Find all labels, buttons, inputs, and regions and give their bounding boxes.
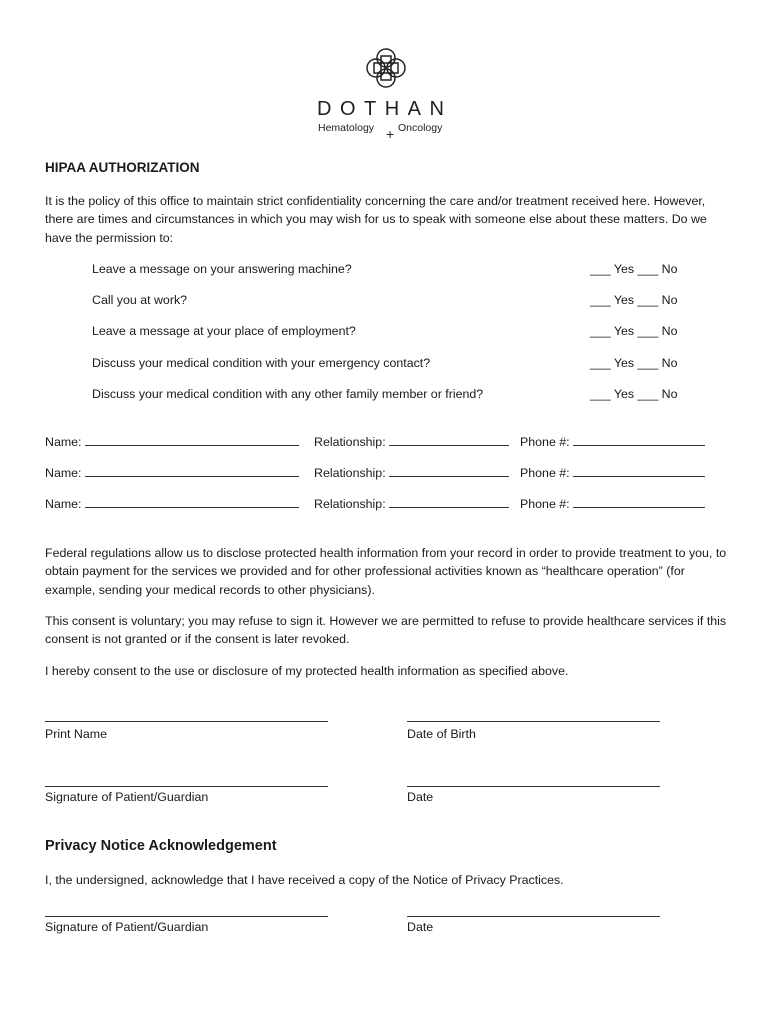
- relationship-field[interactable]: [389, 434, 509, 446]
- relationship-field[interactable]: [389, 465, 509, 477]
- print-name-label: Print Name: [45, 727, 107, 741]
- name-field[interactable]: [85, 434, 299, 446]
- privacy-date-label: Date: [407, 920, 434, 934]
- print-name-line[interactable]: [45, 721, 328, 722]
- hereby-paragraph: I hereby consent to the use or disclosure of my protected health information as specified above.: [45, 664, 569, 678]
- name-field[interactable]: [85, 465, 299, 477]
- relationship-label: Relationship:: [314, 466, 386, 480]
- date-label: Date: [407, 790, 434, 804]
- contact-row: [45, 433, 299, 451]
- privacy-paragraph: I, the undersigned, acknowledge that I have received a copy of the Notice of Privacy Practices.: [45, 873, 564, 887]
- phone-group: [520, 495, 705, 513]
- phone-field[interactable]: [573, 434, 705, 446]
- intro-paragraph: It is the policy of this office to maintain strict confidentiality concerning the care and/or treatment received here. However, there are times and circumstances in which you may wish for us to speak with someone else about these matters. Do we have the permission to:: [45, 194, 707, 245]
- relationship-label: Relationship:: [314, 435, 386, 449]
- phone-group: [520, 433, 705, 451]
- brand-sub-left: Hematology: [318, 122, 375, 134]
- relationship-label: Relationship:: [314, 497, 386, 511]
- question-answering-machine: Leave a message on your answering machine?: [92, 262, 352, 276]
- name-label: Name:: [45, 435, 82, 449]
- phone-label: Phone #:: [520, 497, 570, 511]
- brand-sub-right: Oncology: [398, 122, 443, 134]
- name-label: Name:: [45, 466, 82, 480]
- date-of-birth-label: Date of Birth: [407, 727, 476, 741]
- phone-label: Phone #:: [520, 466, 570, 480]
- answer-emergency-contact[interactable]: ___ Yes ___ No: [590, 356, 678, 370]
- relationship-field[interactable]: [389, 496, 509, 508]
- name-field[interactable]: [85, 496, 299, 508]
- signature-line[interactable]: [45, 786, 328, 787]
- knot-cross-logo-icon: [364, 46, 408, 90]
- relationship-group: [314, 464, 509, 482]
- federal-paragraph: Federal regulations allow us to disclose protected health information from your record in order to provide treatment to you, to obtain payment for the services we provided and for other professional activities known as “healthcare operation” (for example, sending your medical records to other physicians).: [45, 546, 727, 597]
- answer-family-friend[interactable]: ___ Yes ___ No: [590, 387, 678, 401]
- phone-label: Phone #:: [520, 435, 570, 449]
- name-label: Name:: [45, 497, 82, 511]
- question-place-employment: Leave a message at your place of employment?: [92, 324, 356, 338]
- question-emergency-contact: Discuss your medical condition with your emergency contact?: [92, 356, 431, 370]
- phone-field[interactable]: [573, 465, 705, 477]
- phone-field[interactable]: [573, 496, 705, 508]
- answer-place-employment[interactable]: ___ Yes ___ No: [590, 324, 678, 338]
- page-title: HIPAA AUTHORIZATION: [45, 160, 200, 175]
- signature-label: Signature of Patient/Guardian: [45, 790, 209, 804]
- date-of-birth-line[interactable]: [407, 721, 660, 722]
- answer-call-work[interactable]: ___ Yes ___ No: [590, 293, 678, 307]
- question-family-friend: Discuss your medical condition with any other family member or friend?: [92, 387, 484, 401]
- relationship-group: [314, 433, 509, 451]
- privacy-signature-line[interactable]: [45, 916, 328, 917]
- privacy-title: Privacy Notice Acknowledgement: [45, 838, 277, 854]
- consent-paragraph: This consent is voluntary; you may refuse to sign it. However we are permitted to refuse to provide healthcare services if this consent is not granted or if the consent is later revoked.: [45, 614, 727, 647]
- relationship-group: [314, 495, 509, 513]
- contact-row: [45, 495, 299, 513]
- privacy-date-line[interactable]: [407, 916, 660, 917]
- question-call-work: Call you at work?: [92, 293, 188, 307]
- phone-group: [520, 464, 705, 482]
- privacy-signature-label: Signature of Patient/Guardian: [45, 920, 209, 934]
- brand-name: DOTHAN: [317, 98, 453, 120]
- date-line[interactable]: [407, 786, 660, 787]
- contact-row: [45, 464, 299, 482]
- answer-answering-machine[interactable]: ___ Yes ___ No: [590, 262, 678, 276]
- brand-plus: +: [386, 126, 395, 142]
